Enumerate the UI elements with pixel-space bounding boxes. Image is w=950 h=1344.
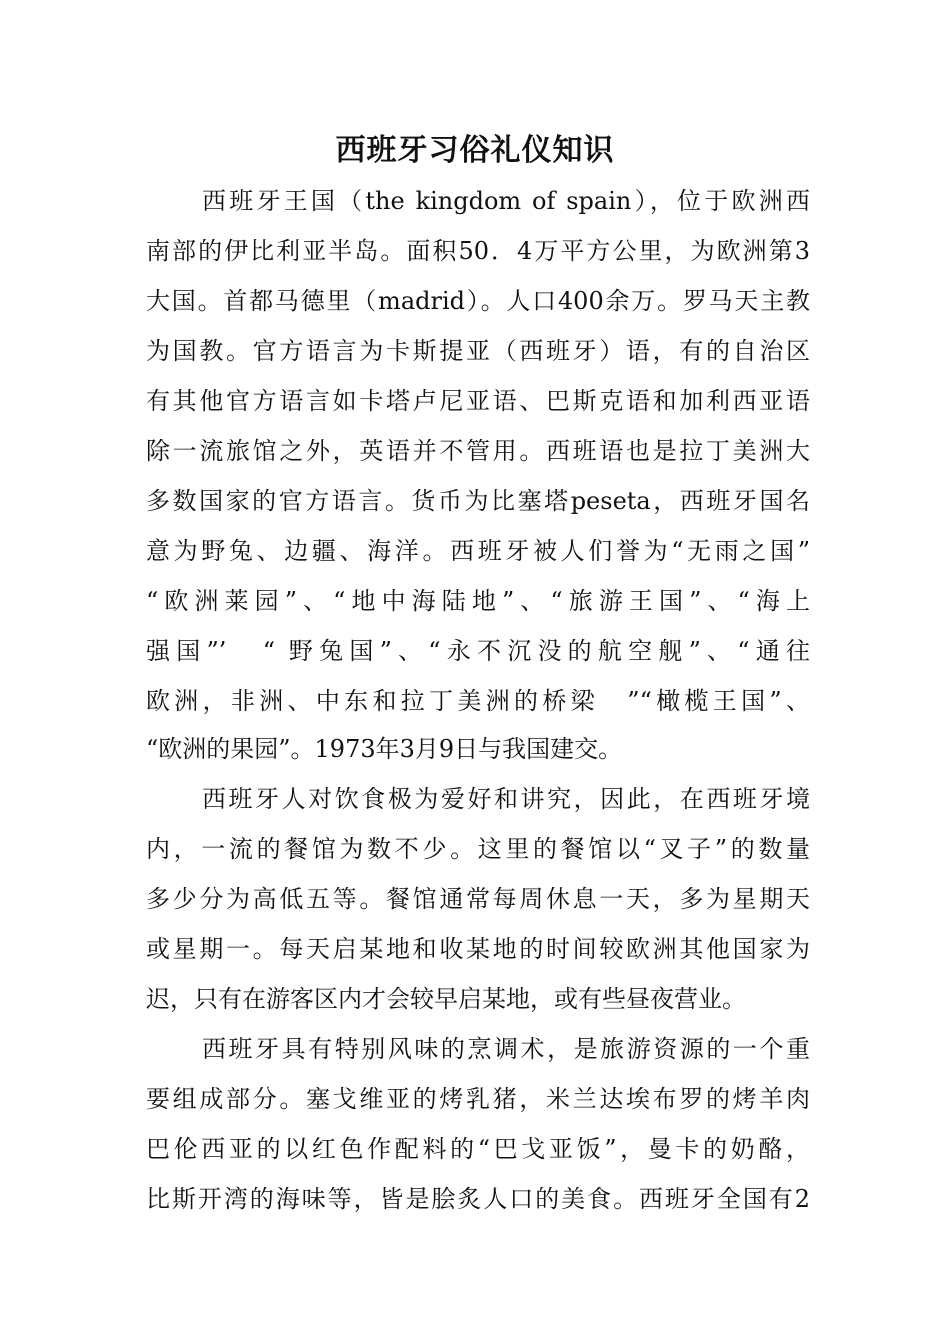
paragraph-2-line: 迟，只有在游客区内才会较早启某地，或有些昼夜营业。 [146,985,746,1013]
paragraph-1-line: 大国。首都马德里（madrid）。人口400余万。罗马天主教 [146,287,810,315]
paragraph-3-line: 比斯开湾的海味等，皆是脍炙人口的美食。西班牙全国有2 [146,1185,810,1213]
paragraph-1-line: 南部的伊比利亚半岛。面积50．4万平方公里，为欧洲第3 [146,237,810,265]
paragraph-1-line: “欧洲的果园”。1973年3月9日与我国建交。 [146,735,623,763]
paragraph-3-line: 西班牙具有特别风味的烹调术，是旅游资源的一个重 [202,1035,810,1063]
paragraph-1-line: 强国”’ “ 野兔国”、“永不沉没的航空舰”、“通往 [146,637,810,665]
paragraph-1-line: 有其他官方语言如卡塔卢尼亚语、巴斯克语和加利西亚语 [146,387,810,415]
paragraph-1-line: 欧洲，非洲、中东和拉丁美洲的桥梁 ”“橄榄王国”、 [146,687,810,715]
paragraph-2-line: 多少分为高低五等。餐馆通常每周休息一天，多为星期天 [146,885,810,913]
paragraph-3-line: 巴伦西亚的以红色作配料的“巴戈亚饭”，曼卡的奶酪， [146,1135,810,1163]
paragraph-1-line: “欧洲莱园”、“地中海陆地”、“旅游王国”、“海上 [146,587,810,615]
paragraph-3-line: 要组成部分。塞戈维亚的烤乳猪，米兰达埃布罗的烤羊肉 [146,1085,810,1113]
paragraph-1-line: 西班牙王国（the kingdom of spain），位于欧洲西 [202,187,810,215]
paragraph-1-line: 除一流旅馆之外，英语并不管用。西班语也是拉丁美洲大 [146,437,810,465]
page-title: 西班牙习俗礼仪知识 [335,133,615,168]
paragraph-1-line: 为国教。官方语言为卡斯提亚（西班牙）语，有的自治区 [146,337,810,365]
paragraph-2-line: 或星期一。每天启某地和收某地的时间较欧洲其他国家为 [146,935,810,963]
paragraph-2-line: 内，一流的餐馆为数不少。这里的餐馆以“叉子”的数量 [146,835,810,863]
paragraph-1-line: 多数国家的官方语言。货币为比塞塔peseta，西班牙国名 [146,487,810,515]
paragraph-1-line: 意为野兔、边疆、海洋。西班牙被人们誉为“无雨之国” [146,537,810,565]
paragraph-2-line: 西班牙人对饮食极为爱好和讲究，因此，在西班牙境 [202,785,810,813]
